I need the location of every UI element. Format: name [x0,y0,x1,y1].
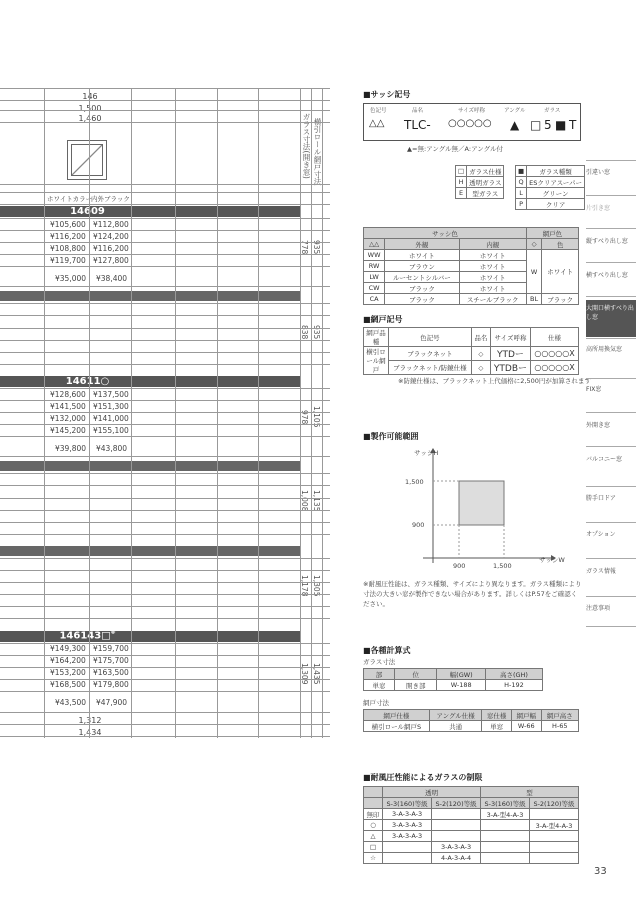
cell: 開き部 [395,680,437,691]
grid-line [0,242,330,243]
price: ¥141,500 [50,402,86,411]
grid-line [0,400,330,401]
price: ¥116,200 [50,232,86,241]
cell: ホワイト [459,250,526,261]
y-tick: 900 [412,521,425,529]
cell: W-66 [511,721,541,732]
cell: 無印 [364,809,383,820]
header: アングル仕様 [429,710,481,721]
cell: ◇ [471,347,490,361]
code-part: △△ [369,118,385,129]
range-note: ※耐風圧性能は、ガラス種類、サイズにより異なります。ガラス種類により寸法の大きい窓が製作できない場合があります。詳しくはP.57をご確認ください。 [363,580,582,608]
grid-line [0,364,330,365]
price: ¥108,800 [50,244,86,253]
color-header-black: 内外ブラック [91,195,130,203]
grid-line [0,218,330,219]
cell: ガラス仕様 [467,166,504,177]
cell: クリア [527,199,585,210]
dim-value: 838 [300,325,309,340]
grid-line [0,679,330,680]
cell: 仕様 [531,328,579,347]
dim-mid: 1,500 [78,104,102,113]
grid-line [131,88,132,738]
cell: ESクリアスーパー [527,177,585,188]
screen-note: ※防鏡仕様は、ブラックネット上代価格に2,500円が加算されます [398,377,591,385]
tab-divider [586,412,636,413]
header: 窓仕様 [482,710,512,721]
cell: グリーン [527,188,585,199]
tab-divider [586,522,636,523]
cell [432,820,481,831]
cell: スチールブラック [459,294,526,305]
price: ¥155,100 [93,426,129,435]
tab-divider [586,378,636,379]
code-part: ■ [555,118,567,132]
grid-line [0,594,330,595]
sash-title: ■サッシ記号 [363,90,411,99]
tab-single-sliding[interactable]: 片引き窓 [586,205,611,212]
price: ¥151,300 [93,402,129,411]
cell: 3-A-型4-A-3 [530,820,579,831]
price: ¥149,300 [50,644,86,653]
cell: 3-A-3-A-3 [432,842,481,853]
glass-title: ガラス寸法 [363,658,396,666]
grid-line [0,558,330,559]
cell: 3-A-型4-A-3 [481,809,530,820]
tab-divider [586,626,636,627]
grid-line [0,522,330,523]
grid-line [0,88,330,89]
price: ¥168,500 [50,680,86,689]
grid-line [0,606,330,607]
grid-line [0,667,330,668]
grid-line [0,691,330,692]
tab-divider [586,446,636,447]
sash-code-box [363,103,581,141]
cell: YTDBー [490,361,530,375]
header: S-3(160)等級 [383,798,432,809]
header: △△ [364,239,385,250]
model-code-text: 146143□ [59,630,111,642]
cell: △ [364,831,383,842]
cell [481,820,530,831]
grid-line [0,473,330,474]
code-part: □ [530,118,542,132]
cell: ○○○○○X [531,347,579,361]
dim-value: 1,305 [312,575,321,597]
tab-divider [586,160,636,161]
grid-line [0,412,330,413]
dim-value: 1,178 [300,575,309,597]
cell: CW [364,283,385,294]
model-code [45,630,130,641]
model-code: 14611○ [65,376,110,387]
cell: サイズ呼称 [490,328,530,347]
header: 幅(GW) [437,669,485,680]
grid-line [0,192,330,193]
grid-line [311,88,312,738]
cell: 単窓 [364,680,395,691]
dim-value: 935 [312,240,321,255]
code-part: 5 [544,118,552,132]
price: ¥164,200 [50,656,86,665]
cell: H-192 [485,680,542,691]
cell [432,831,481,842]
x-label: サッシW [539,556,565,564]
cell: □ [456,166,467,177]
tab-back-door[interactable]: 勝手口ドア [586,495,616,502]
cell [481,842,530,853]
grid-line [0,254,330,255]
price: ¥179,800 [93,680,129,689]
cell: ルーセントシルバー [385,272,459,283]
range-title: ■製作可能範囲 [363,432,419,441]
cell: □ [364,842,383,853]
model-code-sup: ※ [110,630,116,636]
cell: 色記号 [389,328,472,347]
glass-type-table [515,165,585,210]
price: ¥124,200 [93,232,129,241]
code-part: ▲ [510,118,520,132]
cell [383,842,432,853]
header: 網戸仕様 [364,710,430,721]
code-part: T [569,118,577,132]
screen-title: ■網戸記号 [363,315,403,324]
header: S-2(120)等級 [432,798,481,809]
code-part: TLC- [404,118,431,132]
y-tick: 1,500 [405,478,424,486]
price: ¥163,500 [93,668,129,677]
cell: ホワイト [459,272,526,283]
tab-sliding[interactable]: 引違い窓 [586,169,611,176]
price: ¥153,200 [50,668,86,677]
tab-divider [586,195,636,196]
grid-line [0,498,330,499]
grid-line [0,352,330,353]
cell: 3-A-3-A-3 [383,831,432,842]
cell: H [456,177,467,188]
header: 位 [395,669,437,680]
price-table [0,88,330,738]
cell: ホワイト [542,250,579,294]
price: ¥119,700 [50,256,86,265]
header [364,787,383,798]
cell: ◇ [471,361,490,375]
dim-value: 1,135 [312,490,321,512]
price: ¥39,800 [55,444,87,453]
grid-line [0,736,330,737]
code-band [0,546,300,556]
cell: 3-A-3-A-3 [383,809,432,820]
grid-line [89,88,90,738]
page-number: 33 [594,866,607,877]
cell: WW [364,250,385,261]
grid-line [0,712,330,713]
range-area [459,481,504,525]
cell: ブラックネット [389,347,472,361]
code-band [0,291,300,301]
label: ガラス [544,108,561,114]
dim-value: 978 [300,410,309,425]
cell [530,842,579,853]
grid-line [0,122,330,123]
wind-title: ■耐風圧性能によるガラスの制限 [363,773,483,782]
cell [383,853,432,864]
header: 色 [542,239,579,250]
cell: BL [526,294,542,305]
header [364,798,383,809]
price: ¥38,400 [96,274,128,283]
cell: ブラックネット/防鏡仕様 [389,361,472,375]
grid-line [0,230,330,231]
tab-divider [586,596,636,597]
cell: H-65 [541,721,579,732]
x-tick: 1,500 [493,562,512,570]
cell: 型ガラス [467,188,504,199]
dim-top: 146 [82,92,98,101]
cell: ○○○○○X [531,361,579,375]
header: S-2(120)等級 [530,798,579,809]
cell: ホワイト [459,261,526,272]
grid-line [0,456,330,457]
glass-spec-table [455,165,504,199]
price: ¥105,600 [50,220,86,229]
grid-line [0,388,330,389]
dim-bottom: 1,434 [78,728,102,737]
cell: ガラス種類 [527,166,585,177]
cell: 横引ロール網戸 [364,347,389,375]
grid-line [0,424,330,425]
price: ¥116,200 [93,244,129,253]
header: 網戸高さ [541,710,579,721]
price: ¥141,000 [93,414,129,423]
cell: ☆ [364,853,383,864]
cell: LW [364,272,385,283]
tab-divider [586,558,636,559]
grid-line [0,100,330,101]
price: ¥128,600 [50,390,86,399]
price: ¥137,500 [93,390,129,399]
tab-glass[interactable]: ガラス情報 [586,568,616,575]
dim-value: 1,435 [312,663,321,685]
code-band [0,461,300,471]
color-header-white: ホワイトカラー [47,195,93,203]
grid-line [300,88,301,738]
tab-outward[interactable]: 外開き窓 [586,422,611,429]
dim-value: 1,105 [312,406,321,428]
cell: 共通 [429,721,481,732]
grid-line [0,582,330,583]
cell: 3-A-3-A-3 [383,820,432,831]
grid-line [44,88,45,738]
cell: ブラック [542,294,579,305]
vertical-header-2: ガラス寸法(開き窓) [302,113,311,179]
tab-divider [586,338,636,339]
model-code: 14609 [70,206,105,217]
grid-line [0,266,330,267]
dim-value: 1,008 [300,490,309,512]
tab-divider [586,228,636,229]
color-table [363,227,579,305]
cell: YTDー [490,347,530,361]
wind-table [363,786,579,864]
label: アングル [504,108,526,114]
header: 型 [481,787,579,798]
cell: P [516,199,527,210]
calc-title: ■各種計算式 [363,646,411,655]
cell: L [516,188,527,199]
cell [530,831,579,842]
code-part: ○○○○○ [448,118,492,129]
tab-option[interactable]: オプション [586,531,616,538]
price: ¥112,800 [93,220,129,229]
grid-line [0,485,330,486]
grid-line [0,570,330,571]
grid-line [0,655,330,656]
header: 網戸色 [526,228,578,239]
grid-line [175,88,176,738]
cell: ■ [516,166,527,177]
price: ¥43,800 [96,444,128,453]
tab-notes[interactable]: 注意事項 [586,605,611,612]
tab-divider [586,262,636,263]
angle-note: ▲=無:アングル無／A:アングル付 [407,145,503,153]
cell: 単窓 [482,721,512,732]
header: S-3(160)等級 [481,798,530,809]
grid-line [0,286,330,287]
label: 品名 [412,108,424,114]
grid-line [322,88,323,738]
header: サッシ色 [364,228,527,239]
cell [481,853,530,864]
grid-line [0,110,330,111]
cell: ブラック [385,294,459,305]
dim-value: 778 [300,240,309,255]
y-label: サッシH [414,449,439,457]
tab-high-vent[interactable]: 高所用換気窓 [586,346,623,353]
grid-line [0,303,330,304]
price: ¥132,000 [50,414,86,423]
cell: 網戸品種 [364,328,389,347]
dim-inner: 1,460 [78,114,102,123]
cell [530,809,579,820]
price: ¥43,500 [55,698,87,707]
cell: E [456,188,467,199]
price: ¥145,200 [50,426,86,435]
tab-large-opening[interactable]: 大開口横すべり出し窓 [586,300,636,337]
grid-line [258,88,259,738]
tab-balcony[interactable]: バルコニー窓 [586,456,623,463]
grid-line [0,315,330,316]
cell: ブラウン [385,261,459,272]
dim-value: 935 [312,325,321,340]
cell: W-188 [437,680,485,691]
cell: RW [364,261,385,272]
label: サイズ呼称 [458,108,486,114]
screen-calc-title: 網戸寸法 [363,699,389,707]
grid-line [0,534,330,535]
grid-line [0,184,330,185]
grid-line [0,724,330,725]
cell: W [526,250,542,294]
cell: 透明ガラス [467,177,504,188]
header: ◇ [526,239,542,250]
tab-fix[interactable]: FIX窓 [586,386,602,393]
x-tick: 900 [453,562,466,570]
header: 高さ(GH) [485,669,542,680]
dim-bottom: 1,312 [78,716,102,725]
price: ¥175,700 [93,656,129,665]
screen-calc-table [363,709,579,732]
cell: 品名 [471,328,490,347]
screen-code-table [363,327,579,375]
grid-line [0,510,330,511]
tab-divider [586,296,636,297]
price: ¥159,700 [93,644,129,653]
grid-line [0,643,330,644]
header: 網戸幅 [511,710,541,721]
grid-line [0,618,330,619]
cell: 横引ロール網戸S [364,721,430,732]
vertical-header: 横引ロール網戸寸法 [313,118,322,186]
label: 色記号 [370,108,387,114]
grid-line [0,328,330,329]
tab-vertical-slide[interactable]: 縦すべり出し窓 [586,238,628,245]
cell: ホワイト [459,283,526,294]
price: ¥127,800 [93,256,129,265]
cell: CA [364,294,385,305]
cell: ○ [364,820,383,831]
header: 透明 [383,787,481,798]
header: 内観 [459,239,526,250]
glass-calc-table [363,668,543,691]
grid-line [217,88,218,738]
grid-line [0,436,330,437]
tab-divider [586,486,636,487]
dim-value: 1,309 [300,663,309,685]
cell: 4-A-3-A-4 [432,853,481,864]
grid-line [0,204,330,205]
cell: Q [516,177,527,188]
cell: ホワイト [385,250,459,261]
price: ¥35,000 [55,274,87,283]
cell [481,831,530,842]
cell [432,809,481,820]
cell: ブラック [385,283,459,294]
grid-line [0,340,330,341]
window-diagram [67,140,107,180]
header: 外観 [385,239,459,250]
tab-horizontal-slide[interactable]: 横すべり出し窓 [586,272,628,279]
header: 部 [364,669,395,680]
cell [530,853,579,864]
price: ¥47,900 [96,698,128,707]
